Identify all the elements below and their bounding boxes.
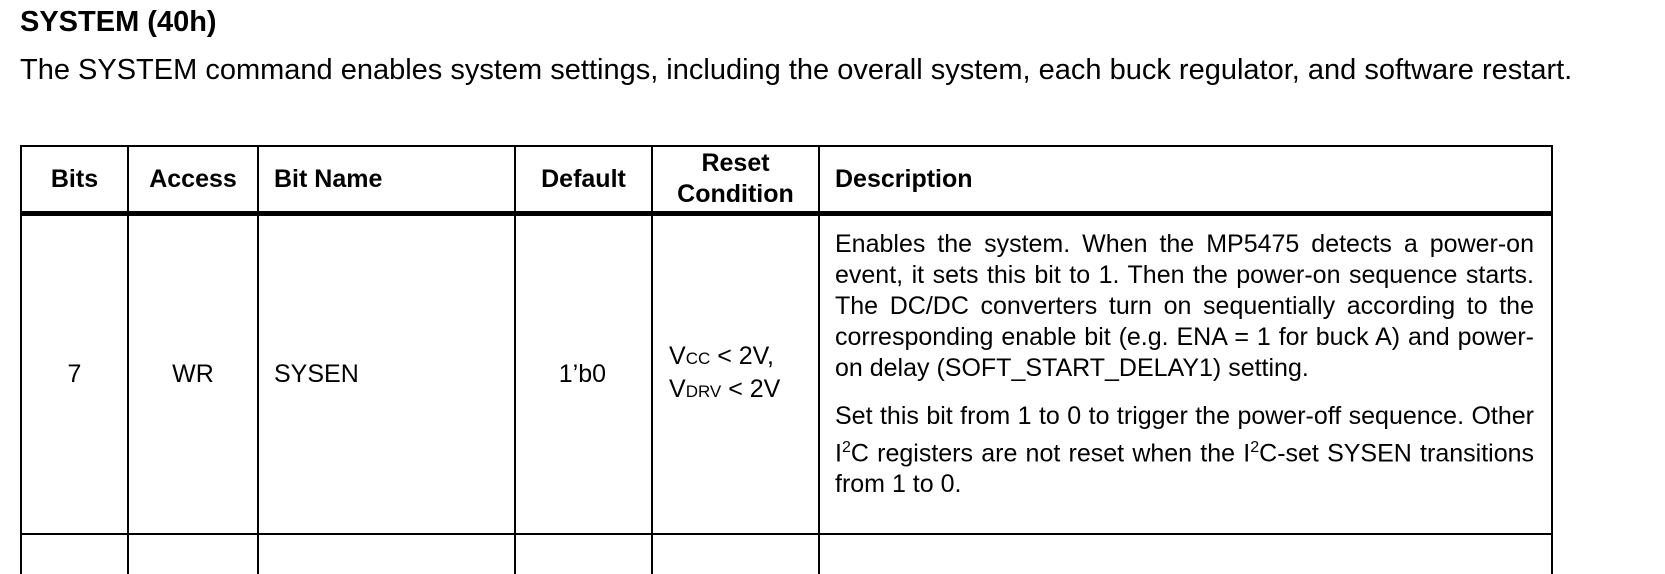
vcc-base: V (669, 342, 686, 371)
reset-vcc (669, 341, 802, 374)
vcc-subscript: CC (685, 349, 711, 369)
empty-cell (21, 534, 128, 574)
header-bit-name: Bit Name (258, 146, 515, 214)
description-text: C-set SYSEN transitions from 1 to 0. (835, 439, 1534, 499)
cell-description (819, 214, 1552, 534)
empty-cell (515, 534, 652, 574)
reset-vdrv (669, 374, 802, 407)
description-paragraph-2 (835, 401, 1534, 500)
empty-cell (652, 534, 819, 574)
table-header-row (21, 146, 1552, 214)
section-title: SYSTEM (40h) (20, 6, 217, 38)
cell-default: 1’b0 (515, 214, 652, 534)
vdrv-base: V (669, 375, 686, 404)
section-intro: The SYSTEM command enables system settings, including the overall system, each buck regulator, and software restart. (20, 54, 1573, 86)
register-table (20, 145, 1553, 574)
vcc-condition: < 2V, (710, 342, 774, 371)
description-text: C registers are not reset when the I (850, 439, 1251, 468)
empty-cell (258, 534, 515, 574)
cell-bit-name: SYSEN (258, 214, 515, 534)
vdrv-condition: < 2V (721, 375, 781, 404)
header-bits: Bits (21, 146, 128, 214)
table-row (21, 214, 1552, 534)
empty-cell (819, 534, 1552, 574)
header-default: Default (515, 146, 652, 214)
description-paragraph-1: Enables the system. When the MP5475 detects a power-on event, it sets this bit to 1. Then the power-on sequence starts. The DC/DC converters turn on sequentially according to the corresponding enable bit (e.g. ENA = 1 for buck A) and power-on delay (SOFT_START_DELAY1) setting. (835, 230, 1534, 382)
cell-access: WR (128, 214, 258, 534)
table-row-partial (21, 534, 1552, 574)
cell-reset-condition (652, 214, 819, 534)
header-description: Description (819, 146, 1552, 214)
header-access: Access (128, 146, 258, 214)
vdrv-subscript: DRV (685, 382, 722, 402)
description-text: Set this bit from 1 to 0 to trigger the power-off sequence. Other I (835, 402, 1534, 468)
header-reset-condition (652, 146, 819, 214)
empty-cell (128, 534, 258, 574)
cell-bits: 7 (21, 214, 128, 534)
superscript: 2 (841, 439, 851, 456)
header-reset-line2: Condition (677, 180, 794, 208)
header-reset-line1: Reset (701, 149, 770, 177)
superscript: 2 (1250, 439, 1260, 456)
